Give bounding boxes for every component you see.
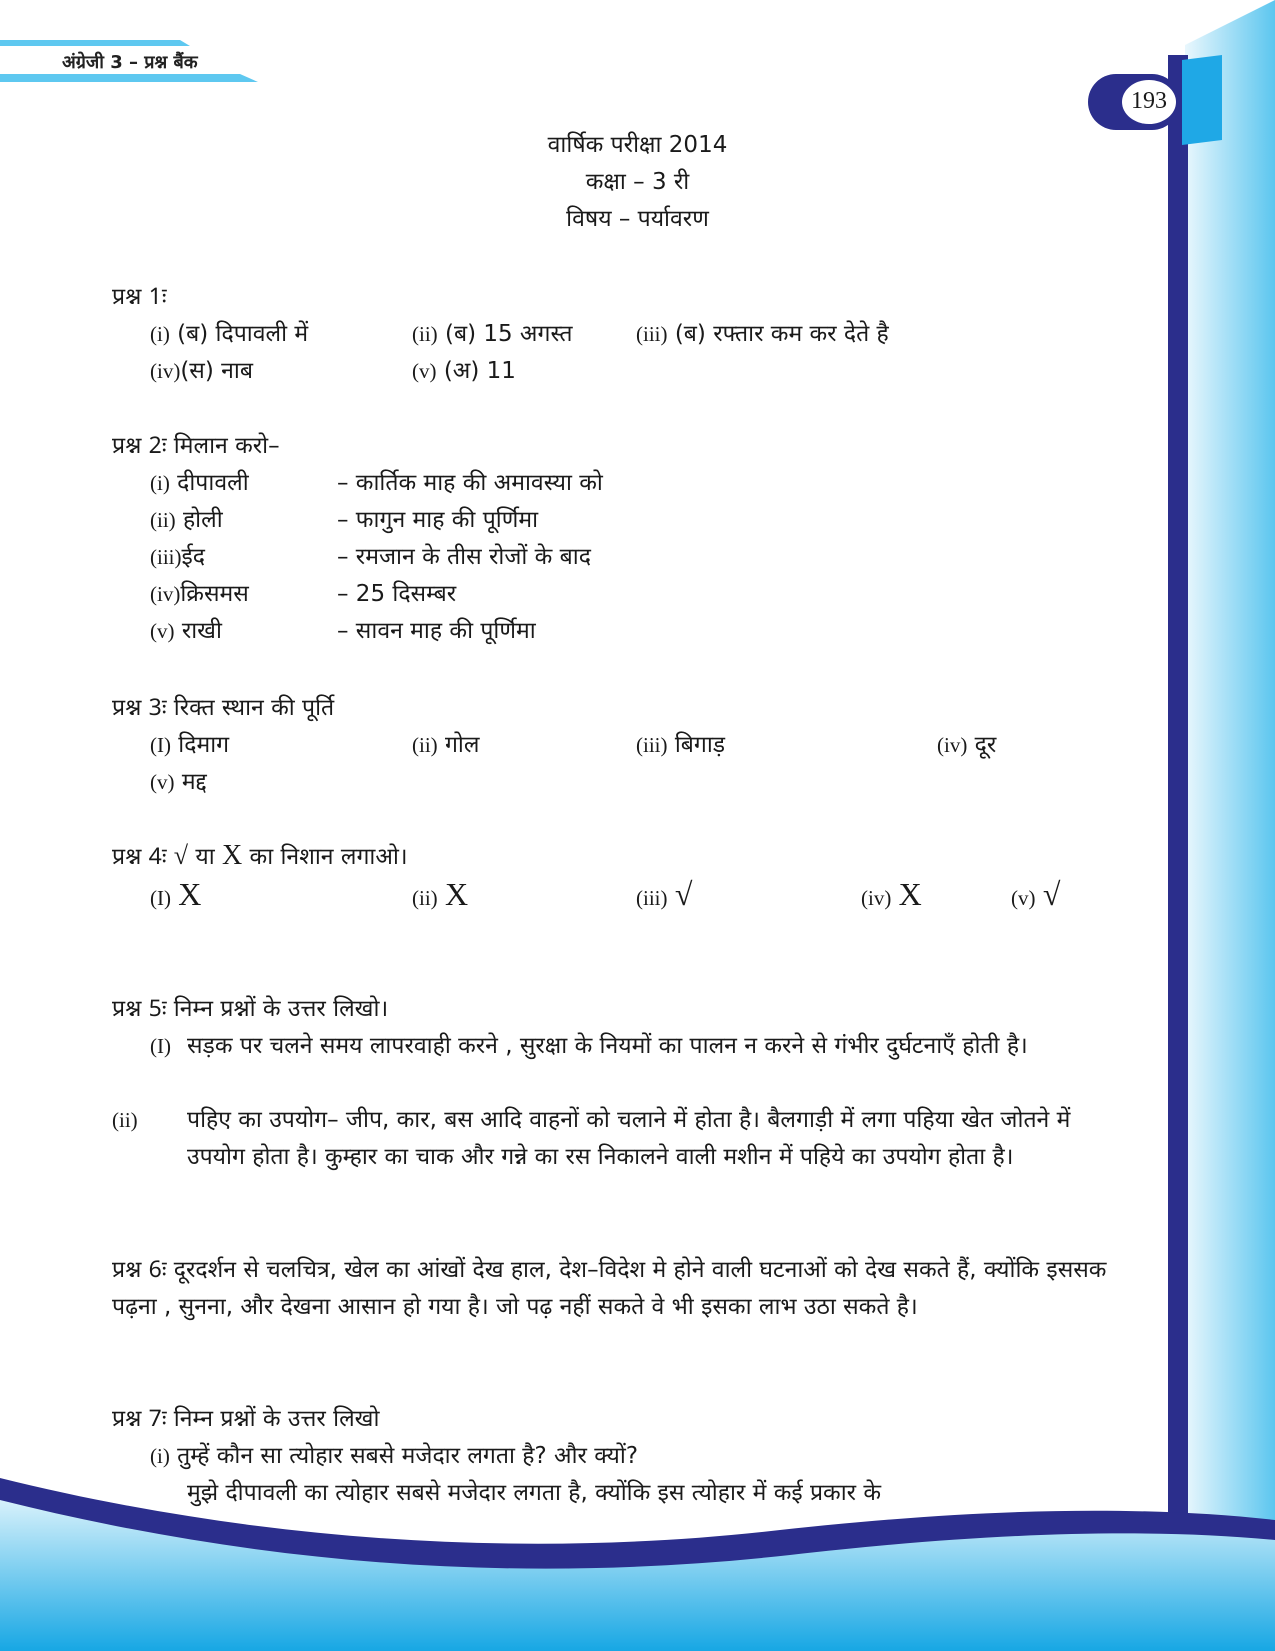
subject-line: विषय – पर्यावरण — [566, 206, 709, 232]
q1-answer — [150, 353, 253, 389]
match-row — [150, 613, 222, 649]
item-number: (iii) — [636, 886, 668, 910]
answer-text: बिगाड़ — [674, 732, 726, 758]
q7-answer-text: मुझे दीपावली का त्योहार सबसे मजेदार लगता है, क्योंकि इस त्योहार में कई प्रकार के — [187, 1480, 882, 1506]
q4-label-or: या — [195, 844, 215, 870]
item-number: (ii) — [112, 1108, 138, 1132]
item-number: (ii) — [412, 886, 438, 910]
item-number: (ii) — [412, 733, 438, 757]
item-number: (v) — [150, 619, 175, 643]
answer-text: मद्द — [181, 769, 207, 795]
match-right: – 25 दिसम्बर — [337, 581, 457, 607]
class-line: कक्षा – 3 री — [585, 169, 690, 195]
item-number: (iv) — [150, 582, 181, 606]
match-left: राखी — [181, 618, 222, 644]
q3-answer — [150, 727, 229, 763]
answer-text: दूर — [974, 732, 997, 758]
q6-answer: प्रश्न 6ः दूरदर्शन से चलचित्र, खेल का आंखों देख हाल, देश–विदेश मे होने वाली घटनाओं को देख सकते हैं, क्योंकि इससक पढ़ना , सुनना, और देखना आसान हो गया है। जो पढ़ नहीं सकते वे भी इसका लाभ उठा सकते है। — [112, 1257, 1107, 1320]
item-number: (I) — [150, 886, 171, 910]
answer-text: दिमाग — [178, 732, 230, 758]
exam-title: वार्षिक परीक्षा 2014 — [547, 132, 728, 158]
answer-text: (ब) रफ्तार कम कर देते है — [674, 321, 889, 347]
match-row — [150, 465, 249, 501]
cross-symbol: X — [222, 840, 243, 871]
right-bar — [1168, 55, 1188, 1535]
item-number: (I) — [150, 733, 171, 757]
answer-mark: √ — [674, 876, 693, 912]
item-number: (iii) — [636, 733, 668, 757]
match-left: ईद — [181, 544, 206, 570]
q3-answer — [412, 727, 479, 763]
item-number: (iv) — [937, 733, 968, 757]
q4-label — [112, 838, 408, 875]
item-number: (i) — [150, 1444, 170, 1468]
match-left: दीपावली — [177, 470, 249, 496]
q3-answer — [636, 727, 725, 763]
question-text: तुम्हें कौन सा त्योहार सबसे मजेदार लगता है? और क्यों? — [177, 1443, 639, 1469]
match-left: होली — [182, 507, 223, 533]
match-right: – फागुन माह की पूर्णिमा — [337, 507, 539, 533]
q1-answer — [636, 316, 889, 352]
q3-answer — [150, 764, 207, 800]
q1-answer — [412, 316, 573, 352]
tick-symbol: √ — [173, 841, 189, 870]
answer-mark: X — [444, 876, 469, 912]
match-row — [150, 539, 205, 575]
book-title: अंग्रेजी 3 – प्रश्न बैंक — [62, 52, 198, 73]
q4-label-suffix: का निशान लगाओ। — [249, 844, 408, 870]
answer-text: (स) नाब — [180, 358, 253, 384]
item-number: (v) — [1011, 886, 1036, 910]
q1-answer — [412, 353, 516, 389]
page-number: 193 — [1131, 88, 1167, 114]
q4-answer — [861, 876, 922, 916]
match-right: – सावन माह की पूर्णिमा — [337, 618, 536, 644]
answer-mark: X — [178, 876, 202, 912]
q4-answer — [1011, 876, 1060, 916]
item-number: (I) — [150, 1034, 171, 1058]
item-number: (iv) — [861, 886, 892, 910]
item-number: (iii) — [150, 545, 182, 569]
item-number: (iii) — [636, 322, 668, 346]
q5-answer-text: पहिए का उपयोग– जीप, कार, बस आदि वाहनों को चलाने में होता है। बैलगाड़ी में लगा पहिया खेत जोतने में उपयोग होता है। कुम्हार का चाक और गन्ने का रस निकालने वाली मशीन में पहिये का उपयोग होता है। — [187, 1107, 1071, 1170]
item-number: (ii) — [150, 508, 176, 532]
q4-label-prefix: प्रश्न 4ः — [112, 844, 167, 870]
match-left: क्रिसमस — [180, 581, 249, 607]
match-right: – रमजान के तीस रोजों के बाद — [337, 544, 591, 570]
answer-text: गोल — [444, 732, 480, 758]
item-number: (v) — [150, 770, 175, 794]
q3-label: प्रश्न 3ः रिक्त स्थान की पूर्ति — [112, 695, 335, 721]
item-number: (i) — [150, 322, 170, 346]
q2-label: प्रश्न 2ः मिलान करो– — [112, 433, 280, 459]
match-right: – कार्तिक माह की अमावस्या को — [337, 470, 603, 496]
answer-text: (अ) 11 — [443, 358, 516, 384]
answer-mark: √ — [1042, 876, 1061, 912]
header-bar — [0, 40, 190, 46]
q7-question — [150, 1438, 638, 1474]
item-number: (iv) — [150, 359, 181, 383]
q3-answer — [937, 727, 996, 763]
right-banner — [1185, 0, 1275, 1651]
q1-answer — [150, 316, 308, 352]
q5-answer-text: सड़क पर चलने समय लापरवाही करने , सुरक्षा के नियमों का पालन न करने से गंभीर दुर्घटनाएँ होती है। — [187, 1033, 1028, 1059]
q5-label: प्रश्न 5ः निम्न प्रश्नों के उत्तर लिखो। — [112, 996, 389, 1022]
answer-mark: X — [898, 876, 922, 912]
answer-text: (ब) 15 अगस्त — [444, 321, 573, 347]
answer-text: (ब) दिपावली में — [177, 321, 309, 347]
item-number: (v) — [412, 359, 437, 383]
q1-label: प्रश्न 1ः — [112, 284, 167, 310]
q4-answer — [150, 876, 201, 916]
q4-answer — [636, 876, 692, 916]
item-number: (ii) — [412, 322, 438, 346]
item-number: (i) — [150, 471, 170, 495]
match-row — [150, 576, 249, 612]
match-row — [150, 502, 223, 538]
q4-answer — [412, 876, 468, 916]
header-underline — [0, 74, 258, 82]
q7-label: प्रश्न 7ः निम्न प्रश्नों के उत्तर लिखो — [112, 1406, 380, 1432]
